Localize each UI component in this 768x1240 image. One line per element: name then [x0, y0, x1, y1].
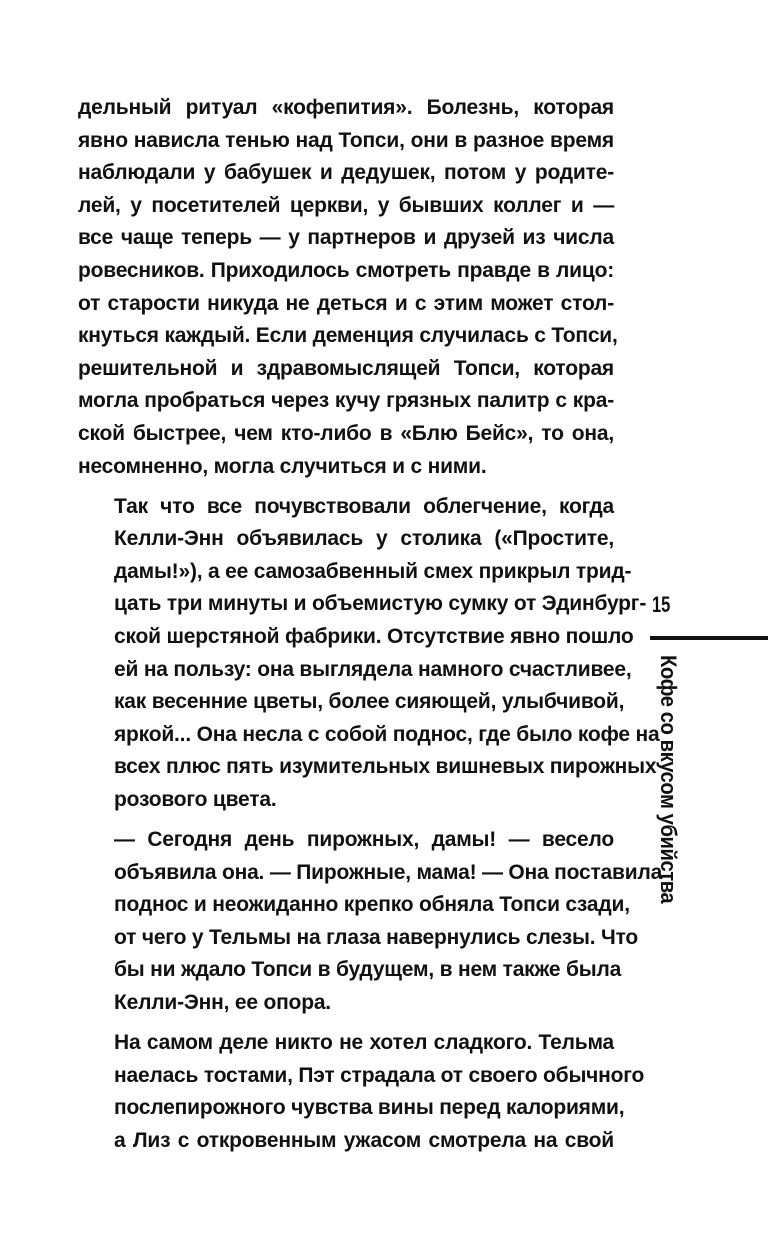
text-line: от чего у Тельмы на глаза навернулись слезы. Что — [114, 925, 639, 949]
text-line: дельный ритуал «кофепития». Болезнь, которая — [78, 96, 614, 119]
text-line: яркой... Она несла с собой поднос, где было кофе на — [114, 722, 660, 746]
text-line: послепирожного чувства вины перед калориями, — [114, 1096, 625, 1120]
paragraph — [78, 1027, 645, 1157]
paragraph — [78, 824, 663, 1020]
running-title: Кофе со вкусом убийства — [656, 655, 681, 904]
text-line: поднос и неожиданно крепко обняла Топси сзади, — [114, 893, 630, 917]
paragraph — [78, 491, 660, 817]
text-line: цать три минуты и объемистую сумку от Эдинбург- — [114, 592, 647, 616]
text-line: всех плюс пять изумительных вишневых пирожных — [114, 755, 657, 779]
text-line: Келли-Энн объявилась у столика («Простите, — [114, 527, 614, 551]
text-line: розового цвета. — [114, 787, 277, 811]
text-line: бы ни ждало Топси в будущем, в нем также была — [114, 958, 622, 982]
text-line: дамы!»), а ее самозабвенный смех прикрыл трид- — [114, 559, 632, 583]
text-line: ской шерстяной фабрики. Отсутствие явно пошло — [114, 625, 634, 648]
text-line: могла пробраться через кучу грязных палитр с кра- — [78, 389, 614, 413]
text-line: наелась тостами, Пэт страдала от своего обычного — [114, 1063, 645, 1087]
text-line: все чаще теперь — у партнеров и друзей из числа — [78, 226, 614, 250]
text-line: наблюдали у бабушек и дедушек, потом у родите- — [78, 161, 614, 185]
text-line: а Лиз с откровенным ужасом смотрела на свой — [114, 1128, 614, 1152]
text-line: На самом деле никто не хотел сладкого. Тельма — [114, 1031, 614, 1055]
text-line: ровесников. Приходилось смотреть правде в лицо: — [78, 258, 614, 282]
text-line: решительной и здравомыслящей Топси, которая — [78, 356, 614, 380]
text-line: от старости никуда не деться и с этим может стол- — [78, 291, 614, 315]
text-line: объявила она. — Пирожные, мама! — Она поставила — [114, 860, 663, 884]
page-number: 15 — [652, 592, 671, 617]
text-line: несомненно, могла случиться и с ними. — [78, 454, 487, 478]
text-line: кнуться каждый. Если деменция случилась с Топси, — [78, 324, 618, 348]
paragraph — [78, 92, 618, 483]
text-line: ской быстрее, чем кто-либо в «Блю Бейс», то она, — [78, 421, 614, 445]
text-line: лей, у посетителей церкви, у бывших коллег и — — [78, 193, 614, 217]
text-line: — Сегодня день пирожных, дамы! — весело — [114, 828, 614, 852]
text-line: явно нависла тенью над Топси, они в разное время — [78, 128, 614, 152]
text-line: как весенние цветы, более сияющей, улыбчивой, — [114, 690, 625, 714]
text-line: Келли-Энн, ее опора. — [114, 991, 331, 1015]
text-line: Так что все почувствовали облегчение, когда — [114, 494, 614, 518]
text-line: ей на пользу: она выглядела намного счастливее, — [114, 657, 632, 681]
margin-rule — [650, 636, 768, 640]
